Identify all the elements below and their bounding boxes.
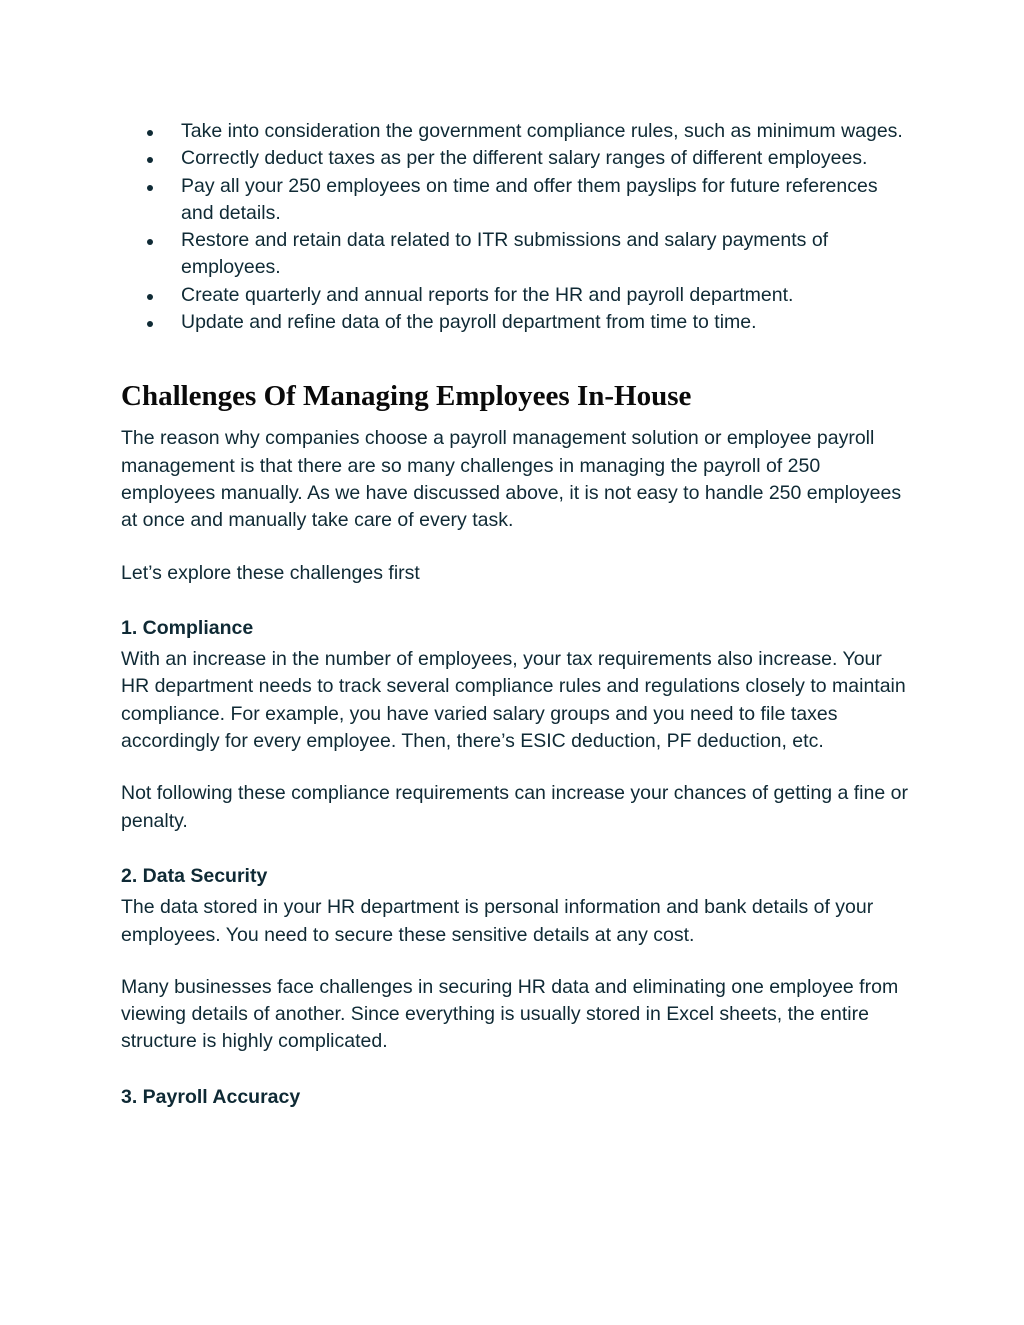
bullet-icon [147, 294, 153, 300]
list-item [121, 282, 911, 309]
list-item [121, 227, 911, 282]
section-title: Challenges Of Managing Employees In-House [121, 380, 692, 413]
list-item [121, 173, 911, 228]
list-item [121, 145, 911, 172]
list-item-text: Create quarterly and annual reports for the HR and payroll department. [181, 283, 794, 306]
lead-paragraph: Let’s explore these challenges first [121, 561, 420, 584]
data-security-paragraph-1: The data stored in your HR department is personal information and bank details of your employees. You need to secure these sensitive details at any cost. [121, 896, 874, 946]
compliance-heading: 1. Compliance [121, 616, 254, 639]
bullet-icon [147, 157, 153, 163]
list-item-text: Take into consideration the government compliance rules, such as minimum wages. [181, 120, 903, 142]
bullet-icon [147, 185, 153, 191]
data-security-paragraph-2: Many businesses face challenges in securing HR data and eliminating one employee from viewing details of another. Since everything is usually stored in Excel sheets, the entire structure is highly complicated. [121, 975, 899, 1053]
list-item-text: Pay all your 250 employees on time and offer them payslips for future references and details. [181, 174, 878, 224]
intro-paragraph: The reason why companies choose a payroll management solution or employee payroll management is that there are so many challenges in managing the payroll of 250 employees manually. As we have discussed above, it is not easy to handle 250 employees at once and manually take care of every task. [121, 427, 902, 532]
list-item [121, 309, 911, 336]
bullet-icon [147, 321, 153, 327]
list-item [121, 118, 911, 145]
list-item-text: Restore and retain data related to ITR submissions and salary payments of employees. [181, 229, 829, 279]
data-security-heading: 2. Data Security [121, 864, 268, 887]
payroll-accuracy-heading: 3. Payroll Accuracy [121, 1085, 301, 1108]
list-item-text: Correctly deduct taxes as per the different salary ranges of different employees. [181, 147, 868, 170]
bullet-icon [147, 239, 153, 245]
bullet-icon [147, 130, 153, 136]
compliance-paragraph-1: With an increase in the number of employees, your tax requirements also increase. Your HR department needs to track several compliance rules and regulations closely to maintain compliance. For example, you have varied salary groups and you need to file taxes accordingly for every employee. Then, there’s ESIC deduction, PF deduction, etc. [121, 648, 906, 753]
task-bullet-list [121, 118, 911, 336]
compliance-paragraph-2: Not following these compliance requirements can increase your chances of getting a fine or penalty. [121, 782, 908, 832]
document-page [121, 118, 911, 1115]
list-item-text: Update and refine data of the payroll department from time to time. [181, 311, 757, 334]
